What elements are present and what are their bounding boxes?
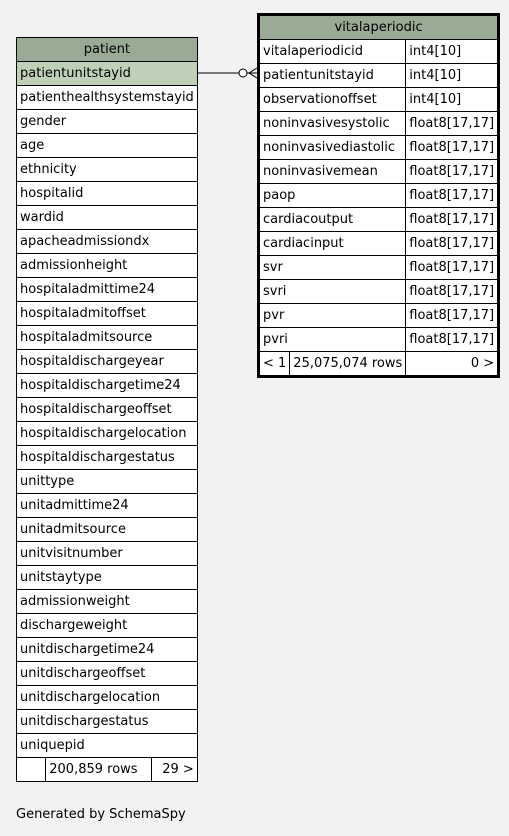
table-row[interactable]	[259, 232, 499, 256]
zero-cardinality-circle	[239, 69, 247, 77]
children-link[interactable]: 0 >	[406, 352, 499, 377]
table-row[interactable]	[17, 566, 198, 590]
table-row[interactable]	[17, 614, 198, 638]
column-name[interactable]: observationoffset	[259, 88, 406, 112]
table-row[interactable]	[259, 88, 499, 112]
column-name[interactable]: hospitaldischargeoffset	[17, 398, 198, 422]
column-name[interactable]: unitvisitnumber	[17, 542, 198, 566]
column-name[interactable]: hospitaldischargestatus	[17, 446, 198, 470]
column-name[interactable]: uniquepid	[17, 734, 198, 758]
column-type: float8[17,17]	[406, 280, 499, 304]
column-type: float8[17,17]	[406, 160, 499, 184]
column-name[interactable]: vitalaperiodicid	[259, 40, 406, 64]
table-row[interactable]	[17, 326, 198, 350]
column-type: int4[10]	[406, 88, 499, 112]
column-type: float8[17,17]	[406, 232, 499, 256]
table-row[interactable]	[259, 160, 499, 184]
table-row[interactable]	[17, 374, 198, 398]
crowsfoot-lower	[249, 73, 257, 78]
column-type: float8[17,17]	[406, 184, 499, 208]
generated-by-text: Generated by SchemaSpy	[16, 807, 186, 822]
table-row[interactable]	[17, 638, 198, 662]
table-row[interactable]	[259, 40, 499, 64]
column-type: float8[17,17]	[406, 328, 499, 352]
table-row[interactable]	[17, 206, 198, 230]
table-row[interactable]	[17, 110, 198, 134]
table-row[interactable]	[17, 662, 198, 686]
column-name[interactable]: unitadmitsource	[17, 518, 198, 542]
column-type: float8[17,17]	[406, 208, 499, 232]
children-link[interactable]: 29 >	[151, 758, 197, 782]
table-row[interactable]	[17, 86, 198, 110]
column-type: int4[10]	[406, 40, 499, 64]
crowsfoot-upper	[249, 68, 257, 73]
table-row[interactable]	[17, 734, 198, 758]
column-name[interactable]: unitdischargeoffset	[17, 662, 198, 686]
column-name[interactable]: svri	[259, 280, 406, 304]
vitalaperiodic-table[interactable]	[257, 13, 500, 378]
table-row[interactable]	[17, 710, 198, 734]
table-footer-row	[259, 352, 499, 377]
table-row[interactable]	[259, 328, 499, 352]
column-name[interactable]: admissionheight	[17, 254, 198, 278]
column-name[interactable]: dischargeweight	[17, 614, 198, 638]
table-row[interactable]	[17, 62, 198, 86]
row-count: 200,859 rows	[46, 758, 152, 782]
column-name[interactable]: hospitaldischargetime24	[17, 374, 198, 398]
table-row[interactable]	[17, 398, 198, 422]
row-count: 25,075,074 rows	[290, 352, 406, 377]
column-name[interactable]: patienthealthsystemstayid	[17, 86, 198, 110]
table-row[interactable]	[17, 590, 198, 614]
table-title[interactable]: patient	[17, 38, 198, 62]
column-type: float8[17,17]	[406, 304, 499, 328]
column-name[interactable]: unitstaytype	[17, 566, 198, 590]
column-name[interactable]: patientunitstayid	[17, 62, 198, 86]
table-title[interactable]: vitalaperiodic	[259, 15, 499, 40]
table-row[interactable]	[259, 112, 499, 136]
table-row[interactable]	[259, 184, 499, 208]
column-name[interactable]: admissionweight	[17, 590, 198, 614]
table-row[interactable]	[17, 422, 198, 446]
column-name[interactable]: unitdischargetime24	[17, 638, 198, 662]
column-name[interactable]: unittype	[17, 470, 198, 494]
table-row[interactable]	[259, 256, 499, 280]
column-type: float8[17,17]	[406, 256, 499, 280]
table-row[interactable]	[17, 350, 198, 374]
table-footer-row	[17, 758, 198, 782]
column-name[interactable]: svr	[259, 256, 406, 280]
column-name[interactable]: hospitaladmitsource	[17, 326, 198, 350]
column-name[interactable]: hospitalid	[17, 182, 198, 206]
parents-link[interactable]: < 1	[259, 352, 290, 377]
table-row[interactable]	[259, 208, 499, 232]
table-row[interactable]	[17, 158, 198, 182]
table-row[interactable]	[17, 254, 198, 278]
table-row[interactable]	[17, 278, 198, 302]
column-name[interactable]: unitdischargelocation	[17, 686, 198, 710]
table-row[interactable]	[17, 518, 198, 542]
table-row[interactable]	[17, 686, 198, 710]
table-row[interactable]	[17, 542, 198, 566]
column-name[interactable]: hospitaladmitoffset	[17, 302, 198, 326]
column-name[interactable]: cardiacoutput	[259, 208, 406, 232]
table-row[interactable]	[17, 182, 198, 206]
table-row[interactable]	[259, 64, 499, 88]
table-row[interactable]	[259, 136, 499, 160]
parents-link[interactable]	[17, 758, 46, 782]
table-row[interactable]	[17, 494, 198, 518]
column-name[interactable]: apacheadmissiondx	[17, 230, 198, 254]
column-name[interactable]: pvr	[259, 304, 406, 328]
column-name[interactable]: gender	[17, 110, 198, 134]
table-row[interactable]	[259, 304, 499, 328]
table-row[interactable]	[17, 470, 198, 494]
patient-table[interactable]	[16, 37, 198, 782]
table-row[interactable]	[259, 280, 499, 304]
column-type: float8[17,17]	[406, 112, 499, 136]
column-name[interactable]: noninvasivediastolic	[259, 136, 406, 160]
column-name[interactable]: paop	[259, 184, 406, 208]
table-row[interactable]	[17, 134, 198, 158]
column-name[interactable]: pvri	[259, 328, 406, 352]
column-name[interactable]: patientunitstayid	[259, 64, 406, 88]
column-name[interactable]: unitdischargestatus	[17, 710, 198, 734]
table-row[interactable]	[17, 230, 198, 254]
column-name[interactable]: unitadmittime24	[17, 494, 198, 518]
column-name[interactable]: hospitaladmittime24	[17, 278, 198, 302]
table-row[interactable]	[17, 302, 198, 326]
column-type: int4[10]	[406, 64, 499, 88]
column-name[interactable]: ethnicity	[17, 158, 198, 182]
column-name[interactable]: noninvasivemean	[259, 160, 406, 184]
column-name[interactable]: hospitaldischargelocation	[17, 422, 198, 446]
table-row[interactable]	[17, 446, 198, 470]
column-name[interactable]: cardiacinput	[259, 232, 406, 256]
column-name[interactable]: noninvasivesystolic	[259, 112, 406, 136]
column-name[interactable]: wardid	[17, 206, 198, 230]
column-name[interactable]: age	[17, 134, 198, 158]
column-name[interactable]: hospitaldischargeyear	[17, 350, 198, 374]
column-type: float8[17,17]	[406, 136, 499, 160]
